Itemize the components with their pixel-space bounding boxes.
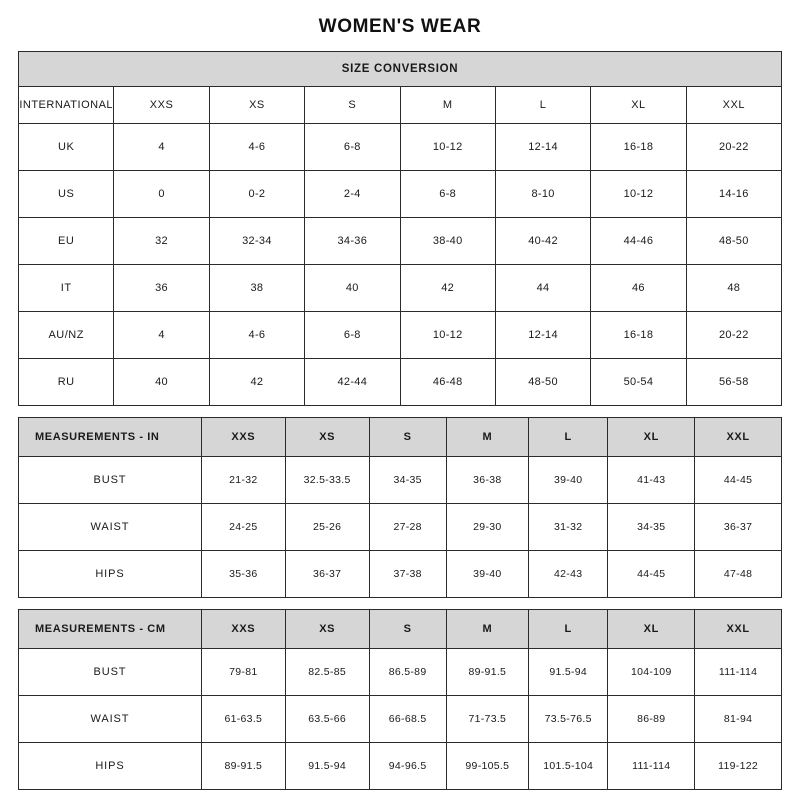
cell-value: 38	[209, 265, 304, 312]
cell-value: 86-89	[608, 696, 695, 743]
column-header-xxl: XXL	[695, 418, 782, 457]
cell-value: 56-58	[686, 359, 781, 406]
cell-value: 101.5-104	[529, 743, 608, 790]
cell-value: 46	[591, 265, 686, 312]
table-header-row	[19, 418, 782, 457]
cell-value: 36-37	[285, 551, 369, 598]
cell-value: 47-48	[695, 551, 782, 598]
cell-value: 61-63.5	[201, 696, 285, 743]
cell-value: 29-30	[446, 504, 528, 551]
column-header-l: L	[529, 610, 608, 649]
cell-value: 44-46	[591, 218, 686, 265]
column-header-xxl: XXL	[695, 610, 782, 649]
column-header-xxs: XXS	[114, 87, 209, 124]
size-conversion-table	[18, 51, 782, 406]
cell-value: 94-96.5	[369, 743, 446, 790]
cell-value: 10-12	[400, 312, 495, 359]
cell-value: 119-122	[695, 743, 782, 790]
cell-value: 8-10	[495, 171, 590, 218]
cell-value: 0-2	[209, 171, 304, 218]
row-label: US	[19, 171, 114, 218]
cell-value: 82.5-85	[285, 649, 369, 696]
table-row	[19, 359, 782, 406]
cell-value: 40-42	[495, 218, 590, 265]
cell-value: 44-45	[608, 551, 695, 598]
row-label: EU	[19, 218, 114, 265]
cell-value: 10-12	[400, 124, 495, 171]
cell-value: 63.5-66	[285, 696, 369, 743]
row-label: IT	[19, 265, 114, 312]
table-row	[19, 312, 782, 359]
cell-value: 36-38	[446, 457, 528, 504]
column-header-xs: XS	[285, 610, 369, 649]
column-header-m: M	[446, 418, 528, 457]
cell-value: 27-28	[369, 504, 446, 551]
column-header-xl: XL	[608, 418, 695, 457]
table-row	[19, 504, 782, 551]
cell-value: 4-6	[209, 312, 304, 359]
cell-value: 73.5-76.5	[529, 696, 608, 743]
cell-value: 12-14	[495, 124, 590, 171]
cell-value: 79-81	[201, 649, 285, 696]
cell-value: 25-26	[285, 504, 369, 551]
column-header-s: S	[305, 87, 400, 124]
cell-value: 20-22	[686, 312, 781, 359]
cell-value: 104-109	[608, 649, 695, 696]
cell-value: 42-43	[529, 551, 608, 598]
cell-value: 42	[209, 359, 304, 406]
cell-value: 50-54	[591, 359, 686, 406]
cell-value: 48	[686, 265, 781, 312]
cell-value: 16-18	[591, 312, 686, 359]
cell-value: 24-25	[201, 504, 285, 551]
column-header-xs: XS	[209, 87, 304, 124]
cell-value: 36-37	[695, 504, 782, 551]
cell-value: 21-32	[201, 457, 285, 504]
cell-value: 111-114	[695, 649, 782, 696]
cell-value: 39-40	[446, 551, 528, 598]
cell-value: 34-36	[305, 218, 400, 265]
cell-value: 10-12	[591, 171, 686, 218]
cell-value: 36	[114, 265, 209, 312]
table-row	[19, 218, 782, 265]
table-row	[19, 649, 782, 696]
column-header-m: M	[446, 610, 528, 649]
cell-value: 39-40	[529, 457, 608, 504]
cell-value: 71-73.5	[446, 696, 528, 743]
table-row	[19, 171, 782, 218]
cell-value: 35-36	[201, 551, 285, 598]
column-header-xxs: XXS	[201, 418, 285, 457]
cell-value: 0	[114, 171, 209, 218]
cell-value: 38-40	[400, 218, 495, 265]
cell-value: 4	[114, 124, 209, 171]
table-header-row	[19, 610, 782, 649]
cell-value: 12-14	[495, 312, 590, 359]
cell-value: 14-16	[686, 171, 781, 218]
table-row	[19, 265, 782, 312]
table-row	[19, 743, 782, 790]
cell-value: 48-50	[495, 359, 590, 406]
measurements-cm-section	[18, 609, 782, 790]
cell-value: 46-48	[400, 359, 495, 406]
row-label: HIPS	[19, 551, 202, 598]
cell-value: 34-35	[608, 504, 695, 551]
cell-value: 31-32	[529, 504, 608, 551]
cell-value: 6-8	[400, 171, 495, 218]
row-label: WAIST	[19, 696, 202, 743]
row-label: BUST	[19, 649, 202, 696]
cell-value: 6-8	[305, 124, 400, 171]
row-label: UK	[19, 124, 114, 171]
row-label: AU/NZ	[19, 312, 114, 359]
row-label: BUST	[19, 457, 202, 504]
column-header-m: M	[400, 87, 495, 124]
cell-value: 6-8	[305, 312, 400, 359]
table-row	[19, 696, 782, 743]
column-header-xxl: XXL	[686, 87, 781, 124]
column-header-l: L	[529, 418, 608, 457]
cell-value: 66-68.5	[369, 696, 446, 743]
cell-value: 44	[495, 265, 590, 312]
column-header-xs: XS	[285, 418, 369, 457]
table-row	[19, 124, 782, 171]
measurements-in-table	[18, 417, 782, 598]
cell-value: 91.5-94	[285, 743, 369, 790]
column-header-l: L	[495, 87, 590, 124]
table-header-row	[19, 87, 782, 124]
cell-value: 91.5-94	[529, 649, 608, 696]
cell-value: 44-45	[695, 457, 782, 504]
table-row	[19, 551, 782, 598]
column-header-s: S	[369, 418, 446, 457]
row-label: RU	[19, 359, 114, 406]
cell-value: 2-4	[305, 171, 400, 218]
cell-value: 4-6	[209, 124, 304, 171]
cell-value: 37-38	[369, 551, 446, 598]
cell-value: 111-114	[608, 743, 695, 790]
cell-value: 20-22	[686, 124, 781, 171]
cell-value: 32.5-33.5	[285, 457, 369, 504]
column-header-international: INTERNATIONAL	[19, 87, 114, 124]
cell-value: 81-94	[695, 696, 782, 743]
column-header-s: S	[369, 610, 446, 649]
column-header-measurements-cm: MEASUREMENTS - CM	[19, 610, 202, 649]
cell-value: 42-44	[305, 359, 400, 406]
cell-value: 40	[305, 265, 400, 312]
table-banner-row	[19, 52, 782, 87]
cell-value: 32	[114, 218, 209, 265]
column-header-xl: XL	[591, 87, 686, 124]
column-header-xxs: XXS	[201, 610, 285, 649]
size-conversion-banner: SIZE CONVERSION	[19, 52, 782, 87]
cell-value: 40	[114, 359, 209, 406]
cell-value: 89-91.5	[201, 743, 285, 790]
cell-value: 4	[114, 312, 209, 359]
cell-value: 34-35	[369, 457, 446, 504]
cell-value: 99-105.5	[446, 743, 528, 790]
cell-value: 41-43	[608, 457, 695, 504]
measurements-cm-table	[18, 609, 782, 790]
cell-value: 86.5-89	[369, 649, 446, 696]
cell-value: 48-50	[686, 218, 781, 265]
cell-value: 89-91.5	[446, 649, 528, 696]
measurements-in-section	[18, 417, 782, 598]
page-title: WOMEN'S WEAR	[318, 16, 482, 37]
column-header-measurements-in: MEASUREMENTS - IN	[19, 418, 202, 457]
table-row	[19, 457, 782, 504]
cell-value: 32-34	[209, 218, 304, 265]
row-label: HIPS	[19, 743, 202, 790]
row-label: WAIST	[19, 504, 202, 551]
cell-value: 42	[400, 265, 495, 312]
column-header-xl: XL	[608, 610, 695, 649]
cell-value: 16-18	[591, 124, 686, 171]
